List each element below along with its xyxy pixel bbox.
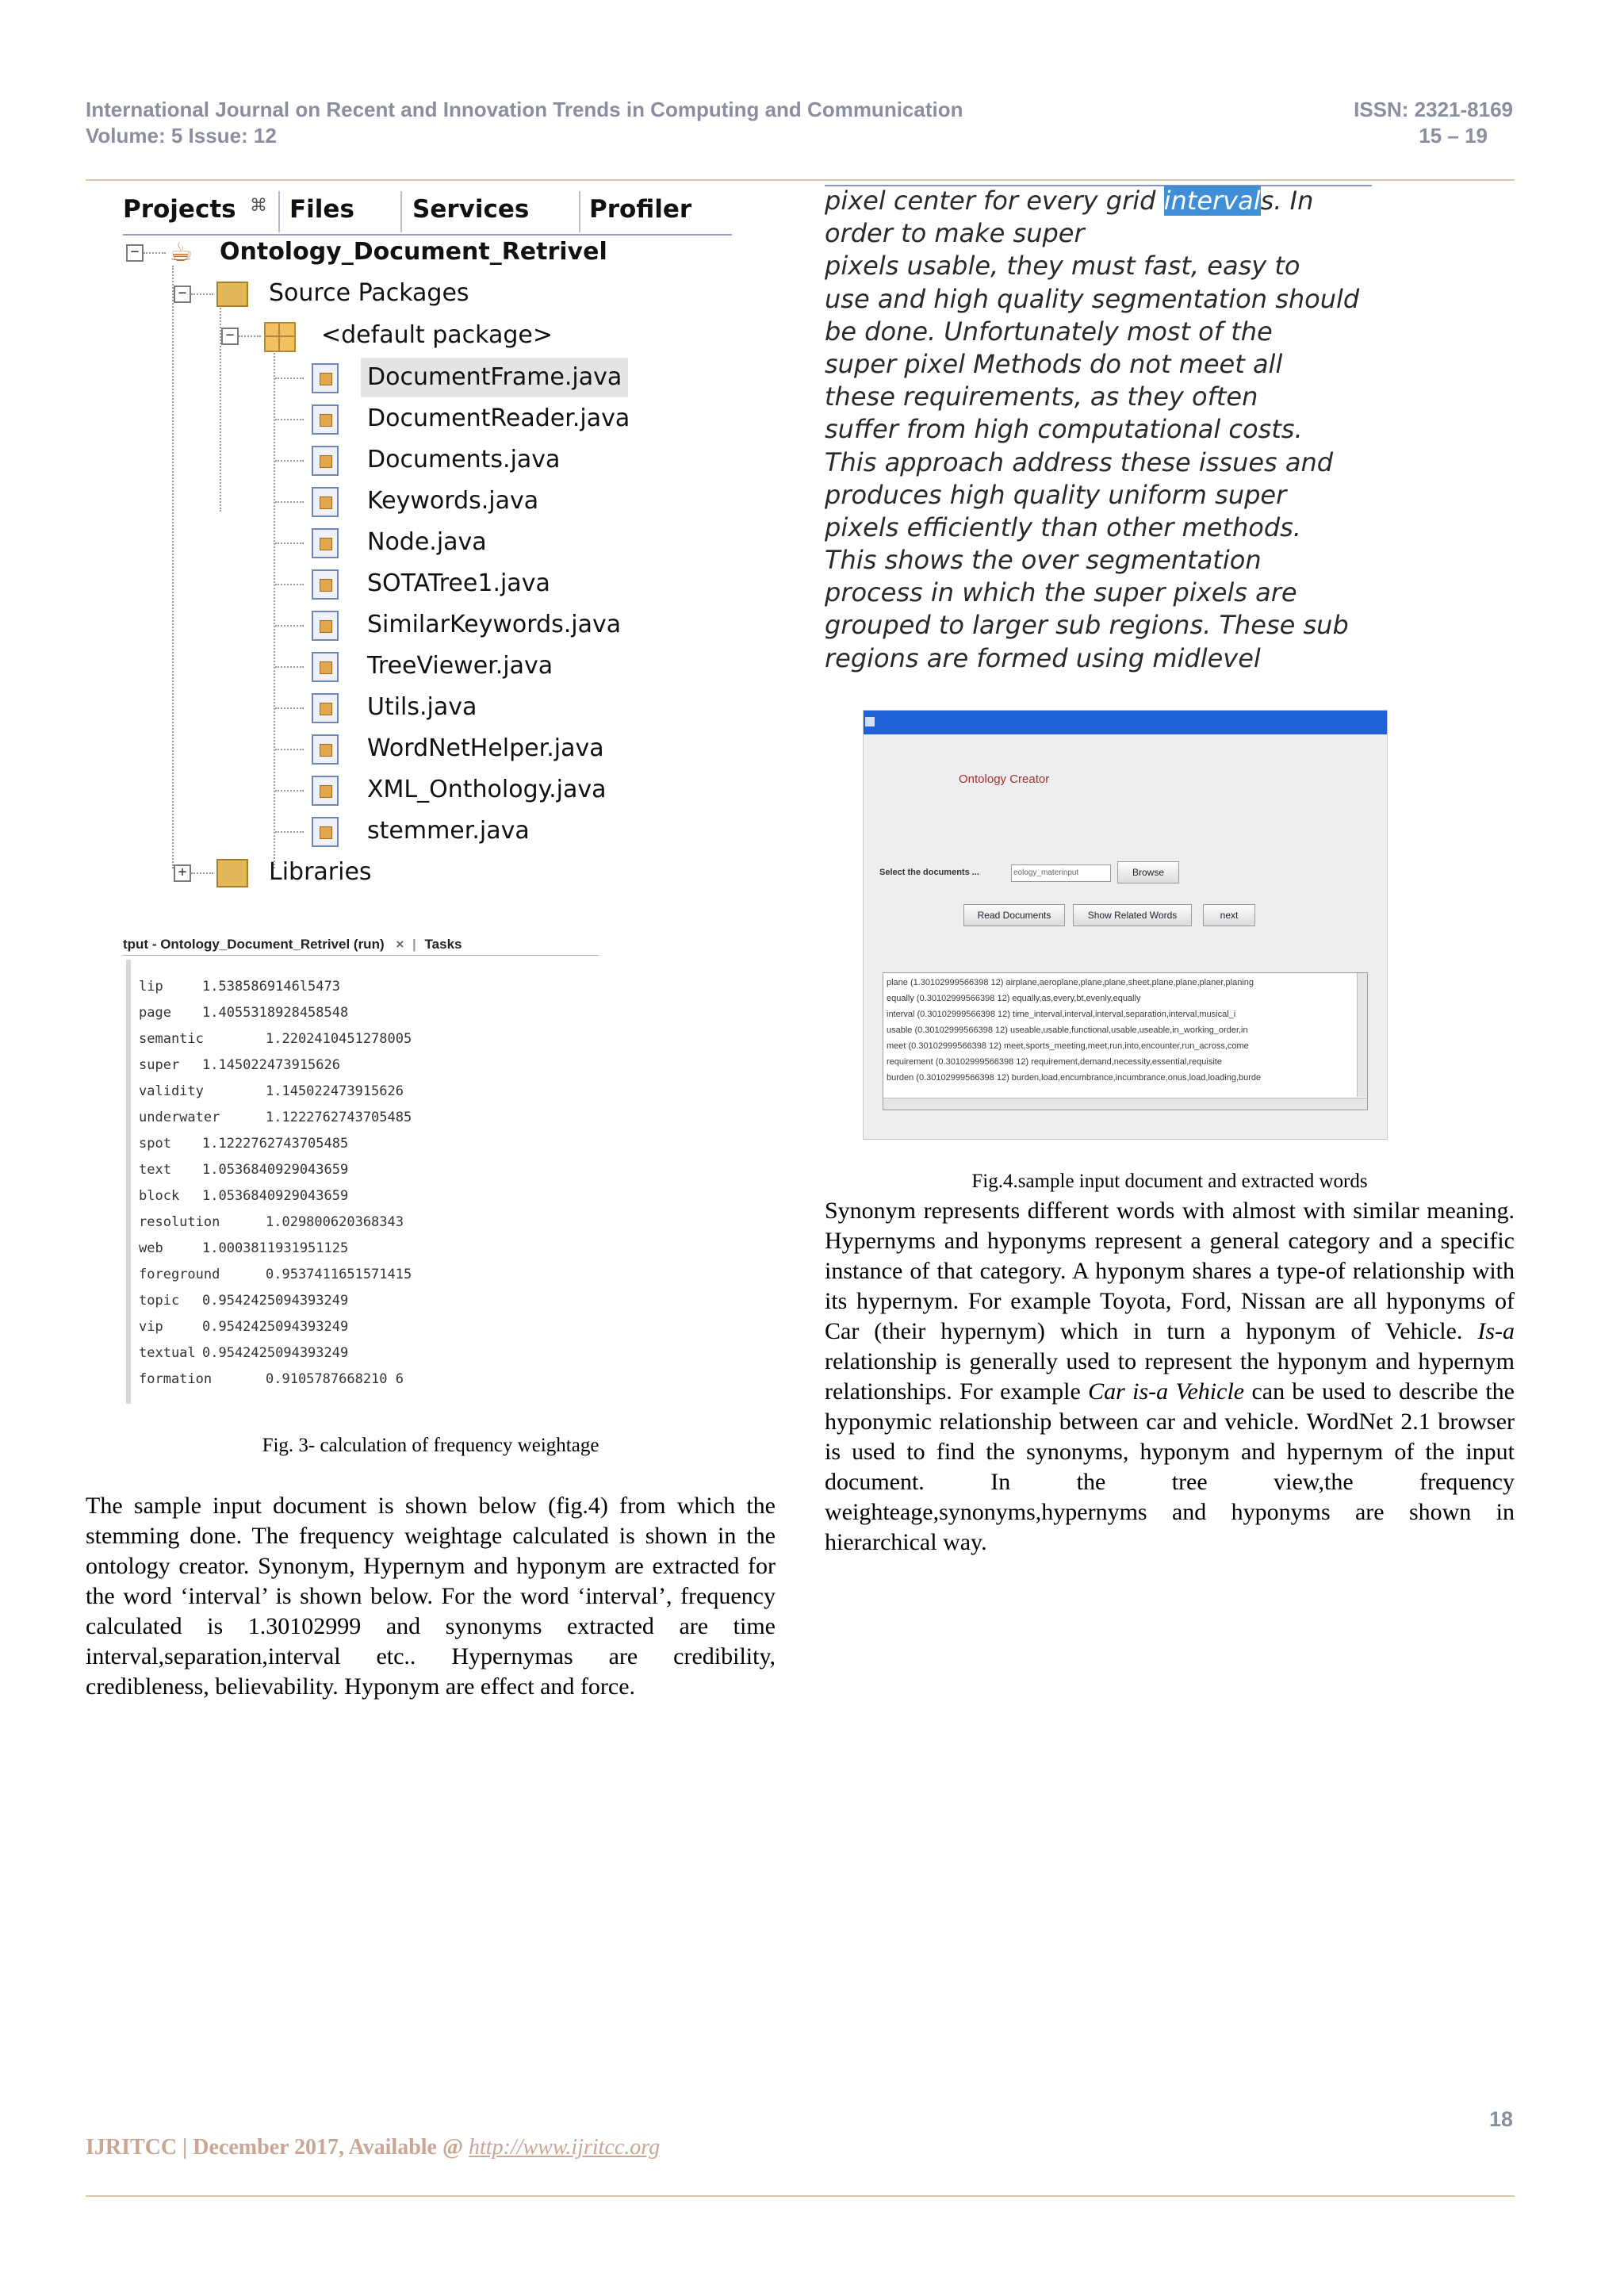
- tab-divider: [400, 191, 402, 232]
- output-tab-title[interactable]: tput - Ontology_Document_Retrivel (run): [123, 937, 385, 952]
- tasks-tab[interactable]: Tasks: [424, 937, 462, 952]
- folder-icon: [216, 282, 248, 307]
- select-documents-label: Select the documents ...: [879, 868, 979, 877]
- library-icon: [216, 859, 248, 887]
- default-package-label: <default package>: [321, 321, 553, 349]
- footer-link[interactable]: http://www.ijritcc.org: [469, 2135, 661, 2160]
- output-tabbar: [123, 936, 599, 956]
- footer-rule: [86, 2195, 1515, 2197]
- output-row: vip 0.9542425094393249: [139, 1319, 349, 1335]
- results-textarea[interactable]: [883, 972, 1368, 1110]
- source-packages-label: Source Packages: [269, 279, 469, 307]
- tree-connector: [275, 749, 304, 750]
- coffee-cup-icon: ☕: [169, 236, 193, 268]
- figure-3-caption: Fig. 3- calculation of frequency weightage: [262, 1435, 599, 1456]
- tree-connector: [275, 666, 304, 668]
- tree-connector: [275, 584, 304, 585]
- browse-button[interactable]: Browse: [1117, 861, 1179, 884]
- excerpt-line: pixel center for every grid intervals. In: [825, 186, 1314, 216]
- page-number: 18: [1488, 2107, 1513, 2131]
- tree-connector: [191, 293, 213, 295]
- tree-connector: [275, 378, 304, 379]
- tree-file[interactable]: [123, 523, 732, 562]
- file-label: DocumentReader.java: [367, 404, 630, 432]
- result-line: usable (0.30102999566398 12) useable,usable,functional,usable,useable,in_working_order,in: [887, 1025, 1248, 1035]
- is-a-term: Is-a: [1477, 1318, 1515, 1344]
- close-icon[interactable]: ⌘: [250, 196, 267, 216]
- package-icon: [264, 322, 296, 352]
- tree-connector: [275, 501, 304, 503]
- output-row: block 1.0536840929043659: [139, 1188, 349, 1204]
- tab-profiler[interactable]: Profiler: [589, 195, 692, 224]
- output-row: underwater 1.1222762743705485: [139, 1110, 412, 1125]
- java-file-icon: [312, 817, 339, 847]
- file-label: DocumentFrame.java: [361, 358, 628, 397]
- java-file-icon: [312, 446, 339, 476]
- close-icon[interactable]: ×: [396, 937, 404, 952]
- tree-connector: [275, 831, 304, 833]
- tree-file[interactable]: [123, 440, 732, 480]
- tree-connector: [275, 419, 304, 420]
- projects-tabbar: [123, 186, 732, 236]
- tree-source-packages[interactable]: [123, 274, 732, 313]
- tree-file[interactable]: [123, 811, 732, 851]
- horizontal-scrollbar[interactable]: [883, 1098, 1367, 1110]
- java-file-icon: [312, 363, 339, 393]
- java-file-icon: [312, 734, 339, 765]
- output-row: web 1.0003811931951125: [139, 1240, 349, 1256]
- excerpt-line: regions are formed using midlevel: [825, 642, 1261, 673]
- excerpt-line: be done. Unfortunately most of the: [825, 316, 1273, 347]
- car-is-a-vehicle-term: Car is-a Vehicle: [1088, 1378, 1245, 1405]
- tree-connector: [275, 625, 304, 627]
- excerpt-line: grouped to larger sub regions. These sub: [825, 610, 1349, 641]
- tree-connector: [191, 872, 213, 874]
- file-label: WordNetHelper.java: [367, 734, 604, 762]
- file-label: Node.java: [367, 528, 487, 556]
- tab-divider: |: [412, 937, 416, 952]
- excerpt-line: super pixel Methods do not meet all: [825, 348, 1283, 379]
- excerpt-line: pixels efficiently than other methods.: [825, 512, 1301, 542]
- read-documents-button[interactable]: Read Documents: [963, 904, 1065, 926]
- tab-files[interactable]: Files: [289, 195, 354, 224]
- tab-projects[interactable]: Projects: [123, 195, 236, 224]
- excerpt-line: process in which the super pixels are: [825, 577, 1297, 608]
- tree-file[interactable]: [123, 605, 732, 645]
- footer-text: IJRITCC | December 2017, Available @ http://www.ijritcc.org: [86, 2135, 661, 2160]
- tree-file[interactable]: [123, 358, 732, 397]
- output-row: spot 1.1222762743705485: [139, 1136, 349, 1152]
- collapse-icon[interactable]: −: [126, 244, 144, 262]
- file-label: XML_Onthology.java: [367, 776, 607, 803]
- excerpt-line: This shows the over segmentation: [825, 545, 1262, 576]
- figure-4-caption: Fig.4.sample input document and extracted words: [971, 1171, 1368, 1192]
- java-file-icon: [312, 776, 339, 806]
- java-file-icon: [312, 528, 339, 558]
- highlighted-word: interval: [1163, 186, 1261, 216]
- file-label: Keywords.java: [367, 487, 539, 515]
- output-row: lip 1.5385869146l5473: [139, 979, 340, 995]
- document-path-input[interactable]: eology_materinput: [1011, 864, 1111, 882]
- output-row: formation 0.9105787668210 6: [139, 1371, 404, 1387]
- output-row: semantic 1.2202410451278005: [139, 1031, 412, 1047]
- issn: ISSN: 2321-8169: [1354, 98, 1513, 121]
- tab-services[interactable]: Services: [412, 195, 530, 224]
- tree-connector: [275, 707, 304, 709]
- tree-file[interactable]: [123, 399, 732, 439]
- result-line: plane (1.30102999566398 12) airplane,aeroplane,plane,plane,sheet,plane,plane,planer,planing: [887, 978, 1254, 987]
- left-body-paragraph: The sample input document is shown below (fig.4) from which the stemming done. The frequency weightage calculated is shown in the ontology creator. Synonym, Hypernym and hyponym are extracted for the word ‘interval’ is shown below. For the word ‘interval’, frequency calculated is 1.30102999 and synonyms extracted are time interval,separation,interval etc.. Hypernymas are credibility, credibleness, believability. Hyponym are effect and force.: [86, 1493, 776, 1700]
- result-line: meet (0.30102999566398 12) meet,sports_meeting,meet,run,into,encounter,run_across,come: [887, 1041, 1249, 1051]
- tree-connector: [144, 252, 166, 254]
- excerpt-image: [825, 185, 1380, 675]
- libraries-label: Libraries: [269, 858, 372, 886]
- project-name: Ontology_Document_Retrivel: [220, 238, 607, 266]
- tab-divider: [579, 191, 580, 232]
- file-label: Documents.java: [367, 446, 561, 473]
- tree-file[interactable]: [123, 770, 732, 810]
- vertical-scrollbar[interactable]: [1357, 973, 1367, 1097]
- volume-issue: Volume: 5 Issue: 12: [86, 124, 277, 148]
- show-related-words-button[interactable]: Show Related Words: [1073, 904, 1192, 926]
- java-file-icon: [312, 569, 339, 600]
- tree-connector: [239, 335, 261, 337]
- file-label: SOTATree1.java: [367, 569, 550, 597]
- journal-title: International Journal on Recent and Innovation Trends in Computing and Communication: [86, 98, 963, 121]
- ontology-creator-window: [863, 710, 1388, 1140]
- output-row: textual 0.9542425094393249: [139, 1345, 349, 1361]
- tree-connector: [275, 790, 304, 792]
- java-icon: [865, 717, 875, 726]
- result-line: equally (0.30102999566398 12) equally,as,every,bt,evenly,equally: [887, 994, 1141, 1003]
- output-row: text 1.0536840929043659: [139, 1162, 349, 1178]
- projects-panel: [123, 186, 732, 916]
- file-label: TreeViewer.java: [367, 652, 553, 680]
- java-file-icon: [312, 487, 339, 517]
- right-body-paragraph: Synonym represents different words with almost with similar meaning. Hypernyms and hyponyms represent a general category and a specific instance of that category. A hyponym shares a type-of relationship with its hypernym. For example Toyota, Ford, Nissan are all hyponyms of Car (their hypernym) which in turn a hyponym of Vehicle. Is-a relationship is generally used to represent the hyponym and hypernym relationships. For example Car is-a Vehicle can be used to describe the hyponymic relationship between car and vehicle. WordNet 2.1 browser is used to find the synonyms, hyponym and hypernym of the input document. In the tree view,the frequency weighteage,synonyms,hypernyms and hyponyms are shown in hierarchical way.: [825, 1198, 1515, 1555]
- output-row: foreground 0.9537411651571415: [139, 1267, 412, 1282]
- output-gutter: [126, 960, 131, 1404]
- excerpt-line: produces high quality uniform super: [825, 479, 1287, 510]
- creator-title: Ontology Creator: [959, 772, 1050, 786]
- excerpt-line: these requirements, as they often: [825, 381, 1258, 412]
- expand-icon[interactable]: +: [174, 864, 191, 882]
- java-file-icon: [312, 404, 339, 435]
- tree-libraries[interactable]: [123, 853, 732, 892]
- output-row: topic 0.9542425094393249: [139, 1293, 349, 1309]
- excerpt-line: use and high quality segmentation should: [825, 283, 1360, 314]
- excerpt-line: suffer from high computational costs.: [825, 414, 1303, 445]
- java-file-icon: [312, 652, 339, 682]
- output-row: page 1.4055318928458548: [139, 1005, 349, 1021]
- excerpt-line: This approach address these issues and: [825, 447, 1334, 477]
- excerpt-line: pixels usable, they must fast, easy to: [825, 251, 1300, 282]
- collapse-icon[interactable]: −: [221, 328, 239, 345]
- result-line: requirement (0.30102999566398 12) requirement,demand,necessity,essential,requisite: [887, 1057, 1222, 1067]
- result-line: burden (0.30102999566398 12) burden,load,encumbrance,incumbrance,onus,load,loading,burde: [887, 1073, 1262, 1083]
- tree-file[interactable]: [123, 564, 732, 604]
- java-file-icon: [312, 611, 339, 641]
- tree-connector: [275, 542, 304, 544]
- tree-file[interactable]: [123, 729, 732, 769]
- tree-default-package[interactable]: [123, 316, 732, 355]
- tree-file[interactable]: [123, 688, 732, 727]
- tree-file[interactable]: [123, 481, 732, 521]
- collapse-icon[interactable]: −: [174, 286, 191, 303]
- file-label: Utils.java: [367, 693, 477, 721]
- java-file-icon: [312, 693, 339, 723]
- excerpt-line: order to make super: [825, 218, 1085, 249]
- next-button[interactable]: next: [1203, 904, 1255, 926]
- tree-project-root[interactable]: [123, 232, 732, 272]
- tab-divider: [278, 191, 280, 232]
- tree-connector: [275, 460, 304, 462]
- result-line: interval (0.30102999566398 12) time_interval,interval,interval,separation,interval,musical_i: [887, 1010, 1236, 1019]
- file-label: stemmer.java: [367, 817, 530, 845]
- header-rule: [86, 179, 1515, 181]
- window-titlebar: [864, 711, 1387, 734]
- file-label: SimilarKeywords.java: [367, 611, 622, 638]
- page-range: 15 – 19: [1419, 124, 1488, 148]
- tree-file[interactable]: [123, 646, 732, 686]
- output-panel: [123, 936, 599, 1412]
- output-row: super 1.145022473915626: [139, 1057, 340, 1073]
- output-row: validity 1.145022473915626: [139, 1083, 404, 1099]
- output-row: resolution 1.029800620368343: [139, 1214, 404, 1230]
